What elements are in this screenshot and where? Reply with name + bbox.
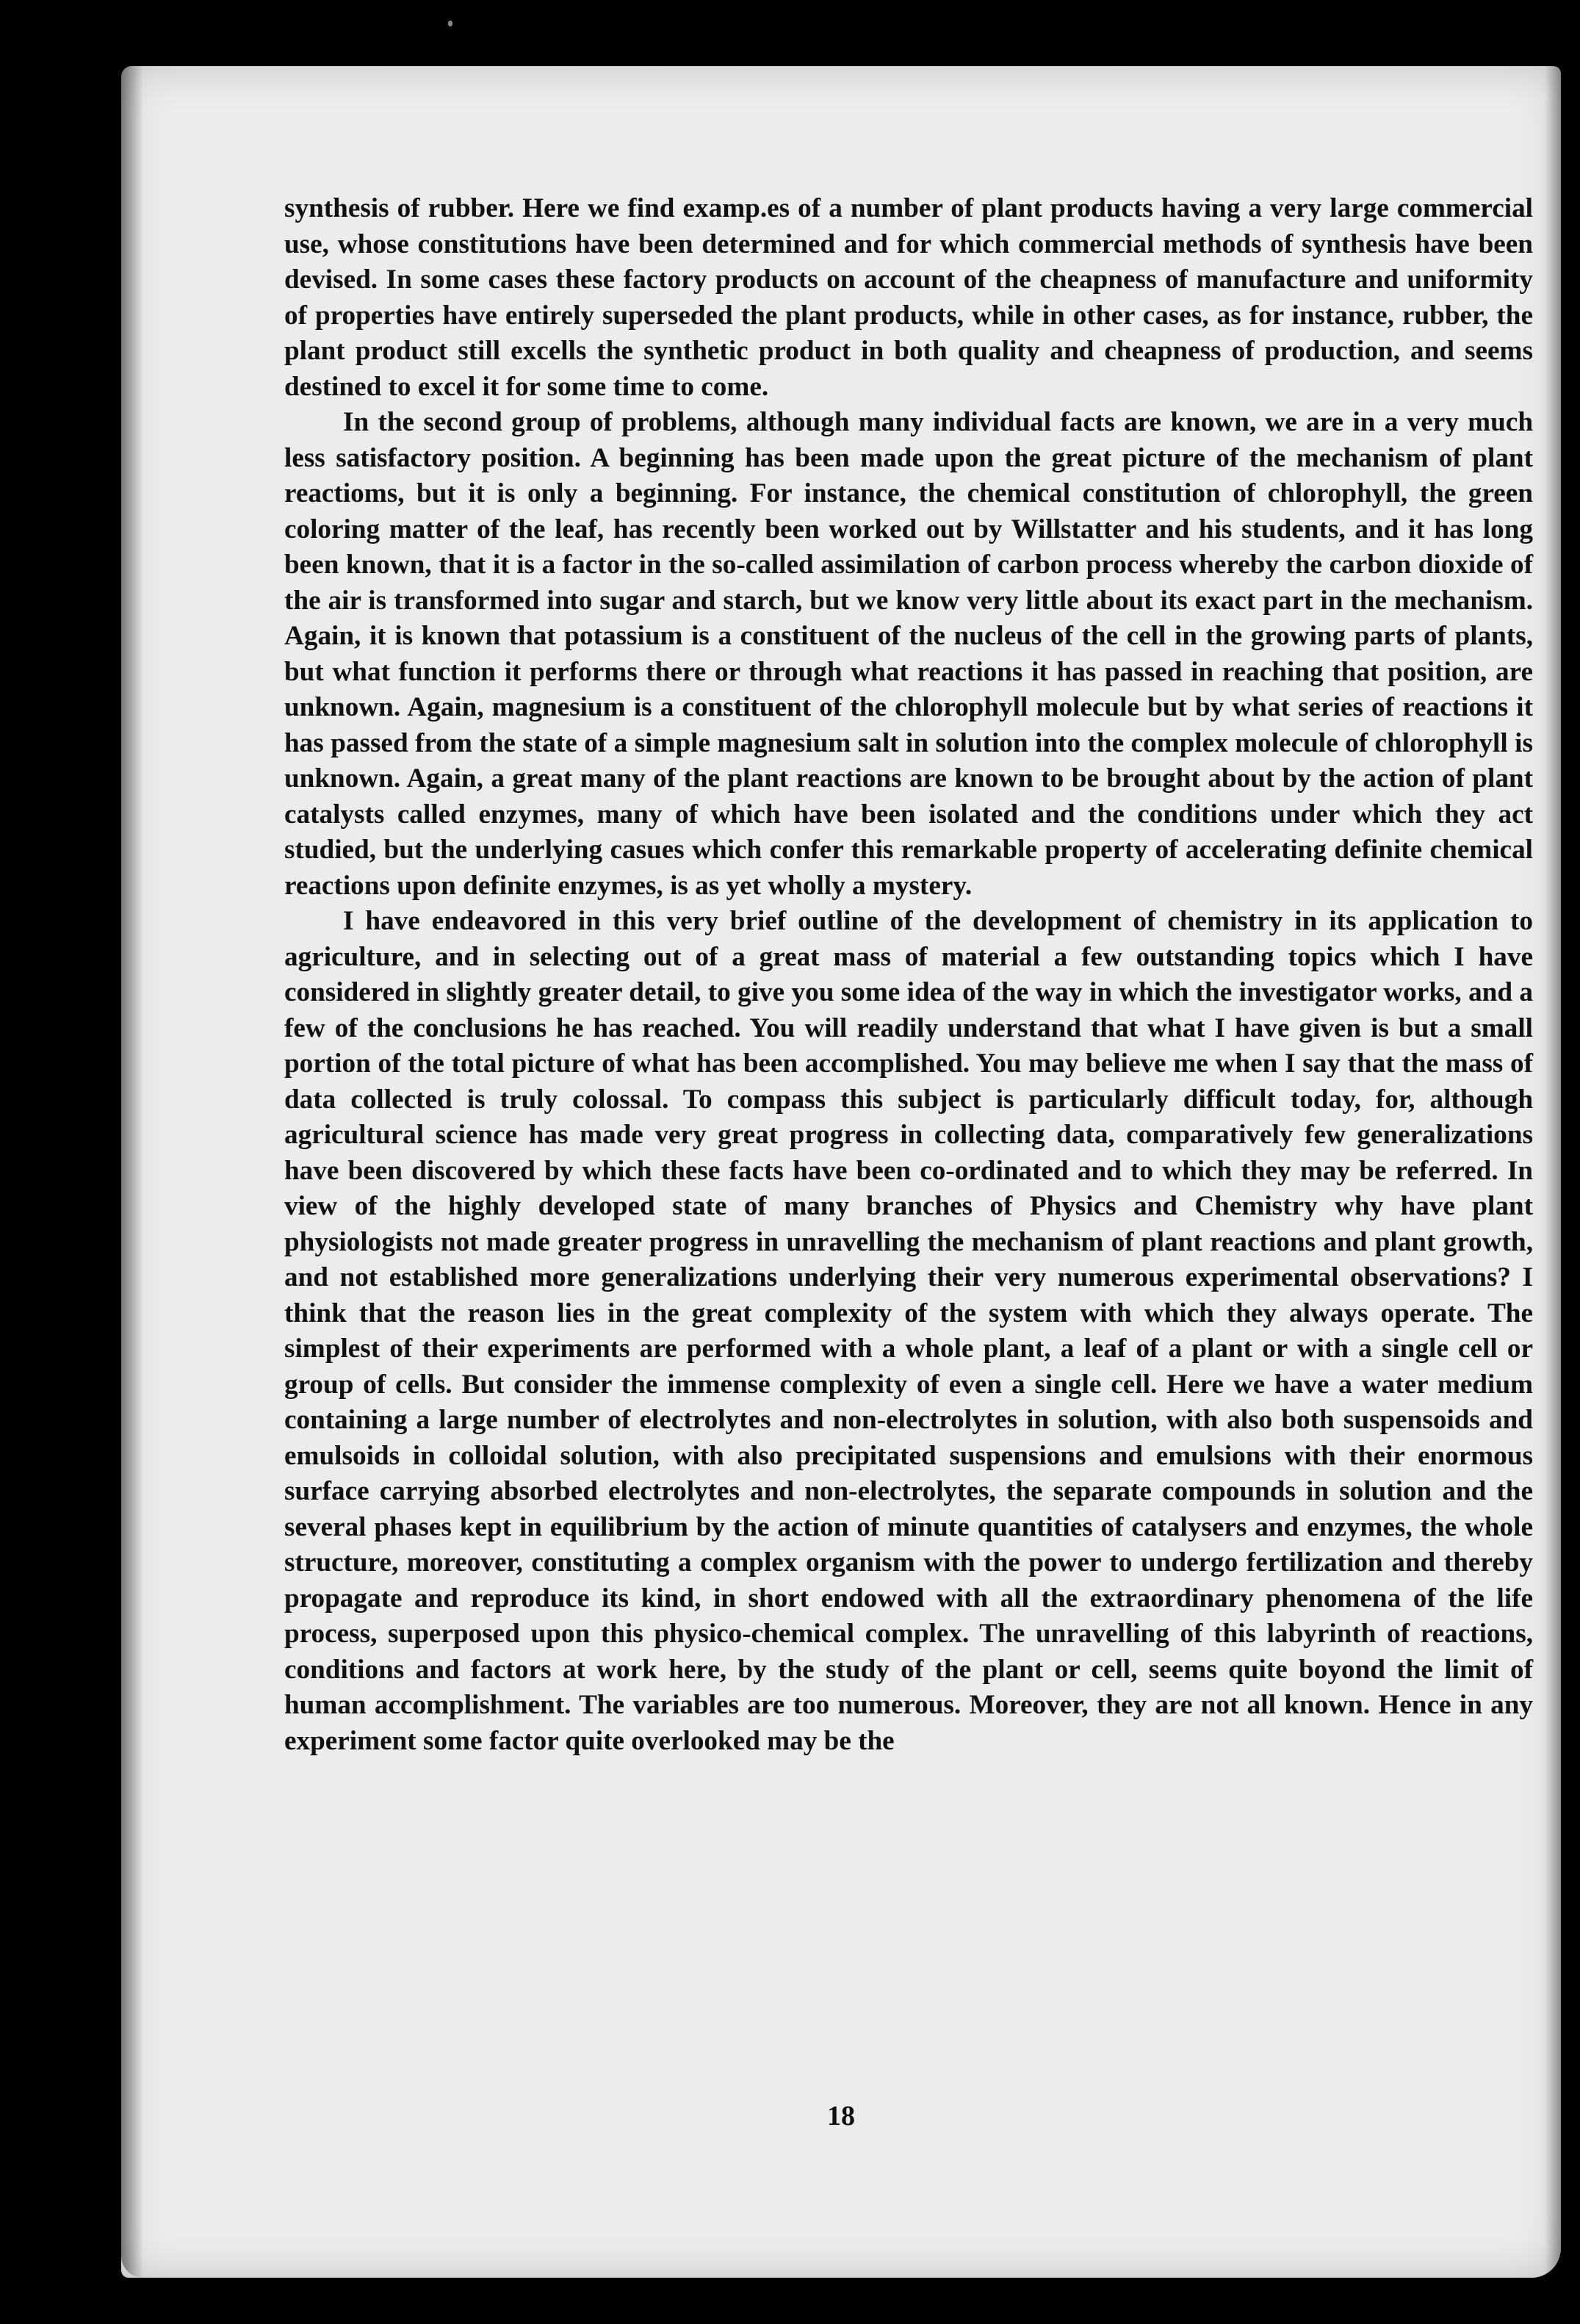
- paragraph-continuation: synthesis of rubber. Here we find examp.es of a number of plant products having a very large commercial use, whose constitutions have been determined and for which commercial methods of synthesis have been devised. In some cases these factory products on account of the cheapness of manufacture and uniformity of properties have entirely superseded the plant products, while in other cases, as for instance, rubber, the plant product still excells the synthetic product in both quality and cheapness of production, and seems destined to excel it for some time to come.: [284, 193, 1533, 402]
- page-number: 18: [827, 2101, 855, 2131]
- paragraph-endeavored: I have endeavored in this very brief outline of the development of chemistry in its application to agriculture, and in selecting out of a great mass of material a few outstanding topics which I have considered in slightly greater detail, to give you some idea of the way in which the investigator works, and a few of the conclusions he has reached. You will readily understand that what I have given is but a small portion of the total picture of what has been accomplished. You may believe me when I say that the mass of data collected is truly colossal. To compass this subject is particularly difficult today, for, although agricultural science has made very great progress in collecting data, comparatively few generalizations have been discovered by which these facts have been co-ordinated and to which they may be referred. In view of the highly developed state of many branches of Physics and Chemistry why have plant physiologists not made greater progress in unravelling the mechanism of plant reactions and plant growth, and not established more generalizations underlying their very numerous experimental observations? I think that the reason lies in the great complexity of the system with which they always operate. The simplest of their experiments are performed with a whole plant, a leaf of a plant or with a single cell or group of cells. But consider the immense complexity of even a single cell. Here we have a water medium containing a large number of electrolytes and non-electrolytes in solution, with also both suspensoids and emulsoids in colloidal solution, with also precipitated suspensions and emulsions with their enormous surface carrying absorbed electrolytes and non-electrolytes, the separate compounds in solution and the several phases kept in equilibrium by the action of minute quantities of catalysers and enzymes, the whole structure, moreover, constituting a complex organism with the power to undergo fertilization and thereby propagate and reproduce its kind, in short endowed with all the extraordinary phenomena of the life process, superposed upon this physico-chemical complex. The unravelling of this labyrinth of reactions, conditions and factors at work here, by the study of the plant or cell, seems quite boyond the limit of human accomplishment. The variables are too numerous. Moreover, they are not all known. Hence in any experiment some factor quite overlooked may be the: [284, 906, 1533, 1756]
- book-page: [121, 66, 1561, 2278]
- scan-speck: [448, 21, 452, 26]
- paragraph-second-group: In the second group of problems, although many individual facts are known, we are in a very much less satisfactory position. A beginning has been made upon the great picture of the mechanism of plant reactioms, but it is only a beginning. For instance, the chemical constitution of chlorophyll, the green coloring matter of the leaf, has recently been worked out by Willstatter and his students, and it has long been known, that it is a factor in the so-called assimilation of carbon process whereby the carbon dioxide of the air is transformed into sugar and starch, but we know very little about its exact part in the mechanism. Again, it is known that potassium is a constituent of the nucleus of the cell in the growing parts of plants, but what function it performs there or through what reactions it has passed in reaching that position, are unknown. Again, magnesium is a constituent of the chlorophyll molecule but by what series of reactions it has passed from the state of a simple magnesium salt in solution into the complex molecule of chlorophyll is unknown. Again, a great many of the plant reactions are known to be brought about by the action of plant catalysts called enzymes, many of which have been isolated and the conditions under which they act studied, but the underlying casues which confer this remarkable property of accelerating definite chemical reactions upon definite enzymes, is as yet wholly a mystery.: [284, 407, 1533, 901]
- body-text: [284, 191, 1533, 1759]
